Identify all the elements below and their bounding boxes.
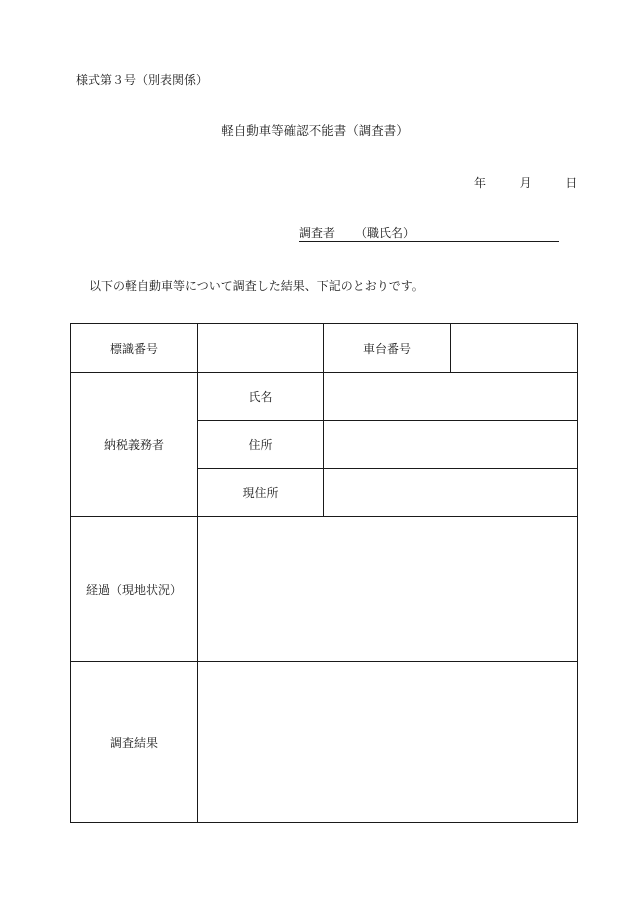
progress-label: 経過（現地状況） bbox=[71, 517, 198, 662]
table-row bbox=[71, 517, 578, 662]
plate-number-label: 標識番号 bbox=[71, 324, 198, 373]
table-row bbox=[71, 324, 578, 373]
form-number-label: 様式第３号（別表関係） bbox=[76, 73, 209, 87]
address-field[interactable] bbox=[324, 421, 578, 469]
intro-text: 以下の軽自動車等について調査した結果、下記のとおりです。 bbox=[89, 279, 424, 293]
plate-number-field[interactable] bbox=[198, 324, 324, 373]
name-field[interactable] bbox=[324, 373, 578, 421]
result-field[interactable] bbox=[198, 662, 578, 823]
progress-field[interactable] bbox=[198, 517, 578, 662]
month-label: 月 bbox=[519, 176, 532, 190]
day-label: 日 bbox=[565, 176, 578, 190]
name-label: 氏名 bbox=[198, 373, 324, 421]
address-label: 住所 bbox=[198, 421, 324, 469]
current-address-field[interactable] bbox=[324, 469, 578, 517]
chassis-number-label: 車台番号 bbox=[324, 324, 451, 373]
document-title: 軽自動車等確認不能書（調査書） bbox=[221, 123, 409, 138]
chassis-number-field[interactable] bbox=[451, 324, 578, 373]
result-label: 調査結果 bbox=[71, 662, 198, 823]
investigator-name-label: （職氏名） bbox=[355, 226, 416, 240]
survey-table bbox=[70, 323, 578, 823]
table-row bbox=[71, 373, 578, 421]
table-row bbox=[71, 662, 578, 823]
taxpayer-label: 納税義務者 bbox=[71, 373, 198, 517]
date-line bbox=[474, 176, 577, 190]
investigator-line[interactable] bbox=[299, 226, 559, 242]
year-label: 年 bbox=[474, 176, 487, 190]
current-address-label: 現住所 bbox=[198, 469, 324, 517]
investigator-label: 調査者 bbox=[299, 226, 336, 240]
